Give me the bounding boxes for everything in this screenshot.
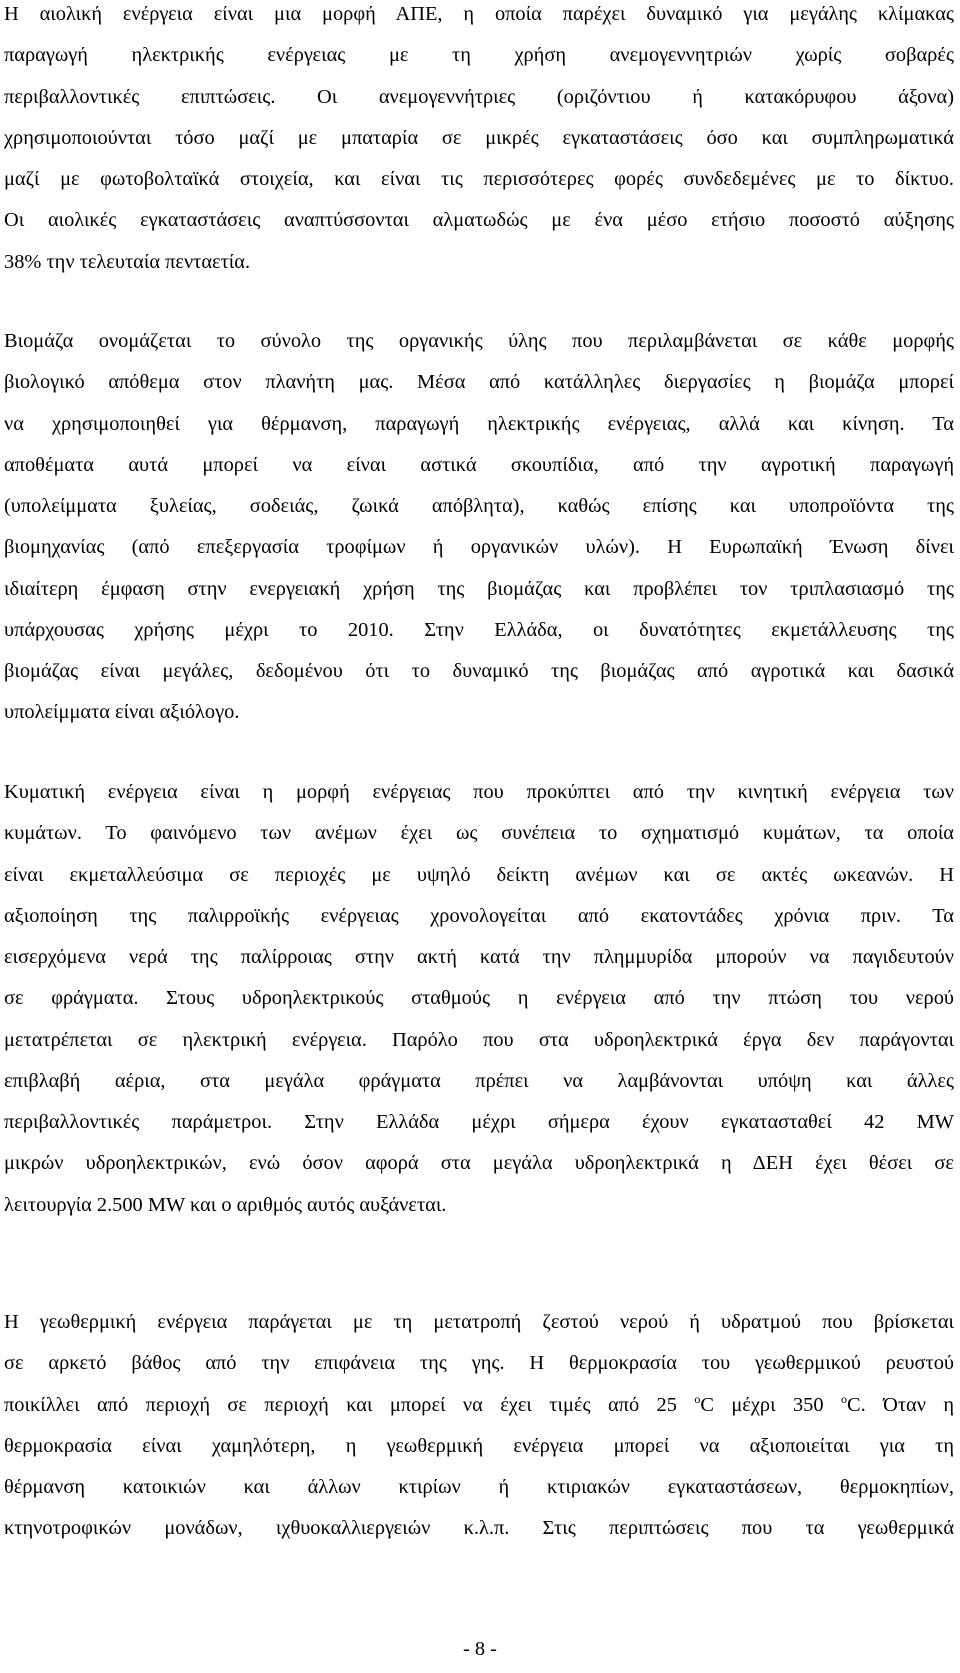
text-line: υπολείμματα είναι αξιόλογο. [4,701,240,724]
page-number: - 8 - [463,1638,497,1660]
text-line: περιβαλλοντικές παράμετροι. Στην Ελλάδα μέχρι σήμερα έχουν εγκατασταθεί 42 MW [4,1111,954,1133]
text-line: μαζί με φωτοβολταϊκά στοιχεία, και είναι τις περισσότερες φορές συνδεδεμένες με το δίκτυο. [4,168,954,190]
text-fragment: C μέχρι 350 [700,1393,841,1416]
text-line: εισερχόμενα νερά της παλίρροιας στην ακτή κατά την πλημμυρίδα μπορούν να παγιδευτούν [4,946,954,968]
text-line: αξιοποίηση της παλιρροϊκής ενέργειας χρονολογείται από εκατοντάδες χρόνια πριν. Τα [4,904,954,927]
degree-superscript: ο [694,1391,701,1406]
paragraph-wave-hydro [4,772,954,1226]
text-line: Οι αιολικές εγκαταστάσεις αναπτύσσονται αλματωδώς με ένα μέσο ετήσιο ποσοστό αύξησης [4,209,954,232]
text-line: βιομηχανίας (από επεξεργασία τροφίμων ή οργανικών υλών). Η Ευρωπαϊκή Ένωση δίνει [4,536,954,559]
paragraph-wind-energy [4,0,954,283]
paragraph-geothermal [4,1302,954,1550]
text-line: κτηνοτροφικών μονάδων, ιχθυοκαλλιεργειών κ.λ.π. Στις περιπτώσεις που τα γεωθερμικά [4,1517,954,1540]
text-line: να χρησιμοποιηθεί για θέρμανση, παραγωγή ηλεκτρικής ενέργειας, αλλά και κίνηση. Τα [4,412,954,435]
text-line: σε αρκετό βάθος από την επιφάνεια της γης. Η θερμοκρασία του γεωθερμικού ρευστού [4,1352,954,1375]
degree-superscript: ο [840,1391,847,1406]
text-line: χρησιμοποιούνται τόσο μαζί με μπαταρία σε μικρές εγκαταστάσεις όσο και συμπληρωματικά [4,126,954,149]
text-line: αποθέματα αυτά μπορεί να είναι αστικά σκουπίδια, από την αγροτική παραγωγή [4,453,954,476]
text-line: μετατρέπεται σε ηλεκτρική ενέργεια. Παρόλο που στα υδροηλεκτρικά έργα δεν παράγονται [4,1028,954,1051]
text-line: λειτουργία 2.500 MW και ο αριθμός αυτός αυξάνεται. [4,1193,447,1216]
text-line: μικρών υδροηλεκτρικών, ενώ όσον αφορά στα μεγάλα υδροηλεκτρικά η ΔΕΗ έχει θέσει σε [4,1152,954,1175]
text-line: σε φράγματα. Στους υδροηλεκτρικούς σταθμούς η ενέργεια από την πτώση του νερού [4,987,954,1010]
text-line: Κυματική ενέργεια είναι η μορφή ενέργειας που προκύπτει από την κινητική ενέργεια των [4,781,954,803]
text-line: Βιομάζα ονομάζεται το σύνολο της οργανικής ύλης που περιλαμβάνεται σε κάθε μορφής [4,330,954,352]
text-line-with-temperatures [4,1385,954,1426]
text-line: 38% την τελευταία πενταετία. [4,250,251,273]
text-line: υπάρχουσας χρήσης μέχρι το 2010. Στην Ελλάδα, οι δυνατότητες εκμετάλλευσης της [4,618,954,641]
text-line: ιδιαίτερη έμφαση στην ενεργειακή χρήση της βιομάζας και προβλέπει τον τριπλασιασμό της [4,577,954,600]
text-line: παραγωγή ηλεκτρικής ενέργειας με τη χρήση ανεμογεννητριών χωρίς σοβαρές [4,44,954,67]
text-line: θέρμανση κατοικιών και άλλων κτιρίων ή κτιριακών εγκαταστάσεων, θερμοκηπίων, [4,1476,954,1498]
text-fragment: ποικίλλει από περιοχή σε περιοχή και μπορεί να έχει τιμές από 25 [4,1393,695,1416]
text-line: (υπολείμματα ξυλείας, σοδειάς, ζωικά απόβλητα), καθώς επίσης και υποπροϊόντα της [4,495,954,517]
text-line: είναι εκμεταλλεύσιμα σε περιοχές με υψηλό δείκτη ανέμων και σε ακτές ωκεανών. Η [4,863,954,886]
text-line: Η αιολική ενέργεια είναι μια μορφή ΑΠΕ, η οποία παρέχει δυναμικό για μεγάλης κλίμακας [4,3,954,25]
paragraph-biomass [4,321,954,734]
text-line: βιολογικό απόθεμα στον πλανήτη μας. Μέσα από κατάλληλες διεργασίες η βιομάζα μπορεί [4,371,954,394]
text-fragment: C. Όταν η [846,1393,954,1416]
text-line: περιβαλλοντικές επιπτώσεις. Οι ανεμογεννήτριες (οριζόντιου ή κατακόρυφου άξονα) [4,85,954,108]
text-line: βιομάζας είναι μεγάλες, δεδομένου ότι το δυναμικό της βιομάζας από αγροτικά και δασικά [4,660,954,682]
text-line: Η γεωθερμική ενέργεια παράγεται με τη μετατροπή ζεστού νερού ή υδρατμού που βρίσκεται [4,1311,954,1333]
text-line: επιβλαβή αέρια, στα μεγάλα φράγματα πρέπει να λαμβάνονται υπόψη και άλλες [4,1069,954,1092]
text-line: θερμοκρασία είναι χαμηλότερη, η γεωθερμική ενέργεια μπορεί να αξιοποιείται για τη [4,1434,954,1457]
text-line: κυμάτων. Το φαινόμενο των ανέμων έχει ως συνέπεια το σχηματισμό κυμάτων, τα οποία [4,822,954,845]
